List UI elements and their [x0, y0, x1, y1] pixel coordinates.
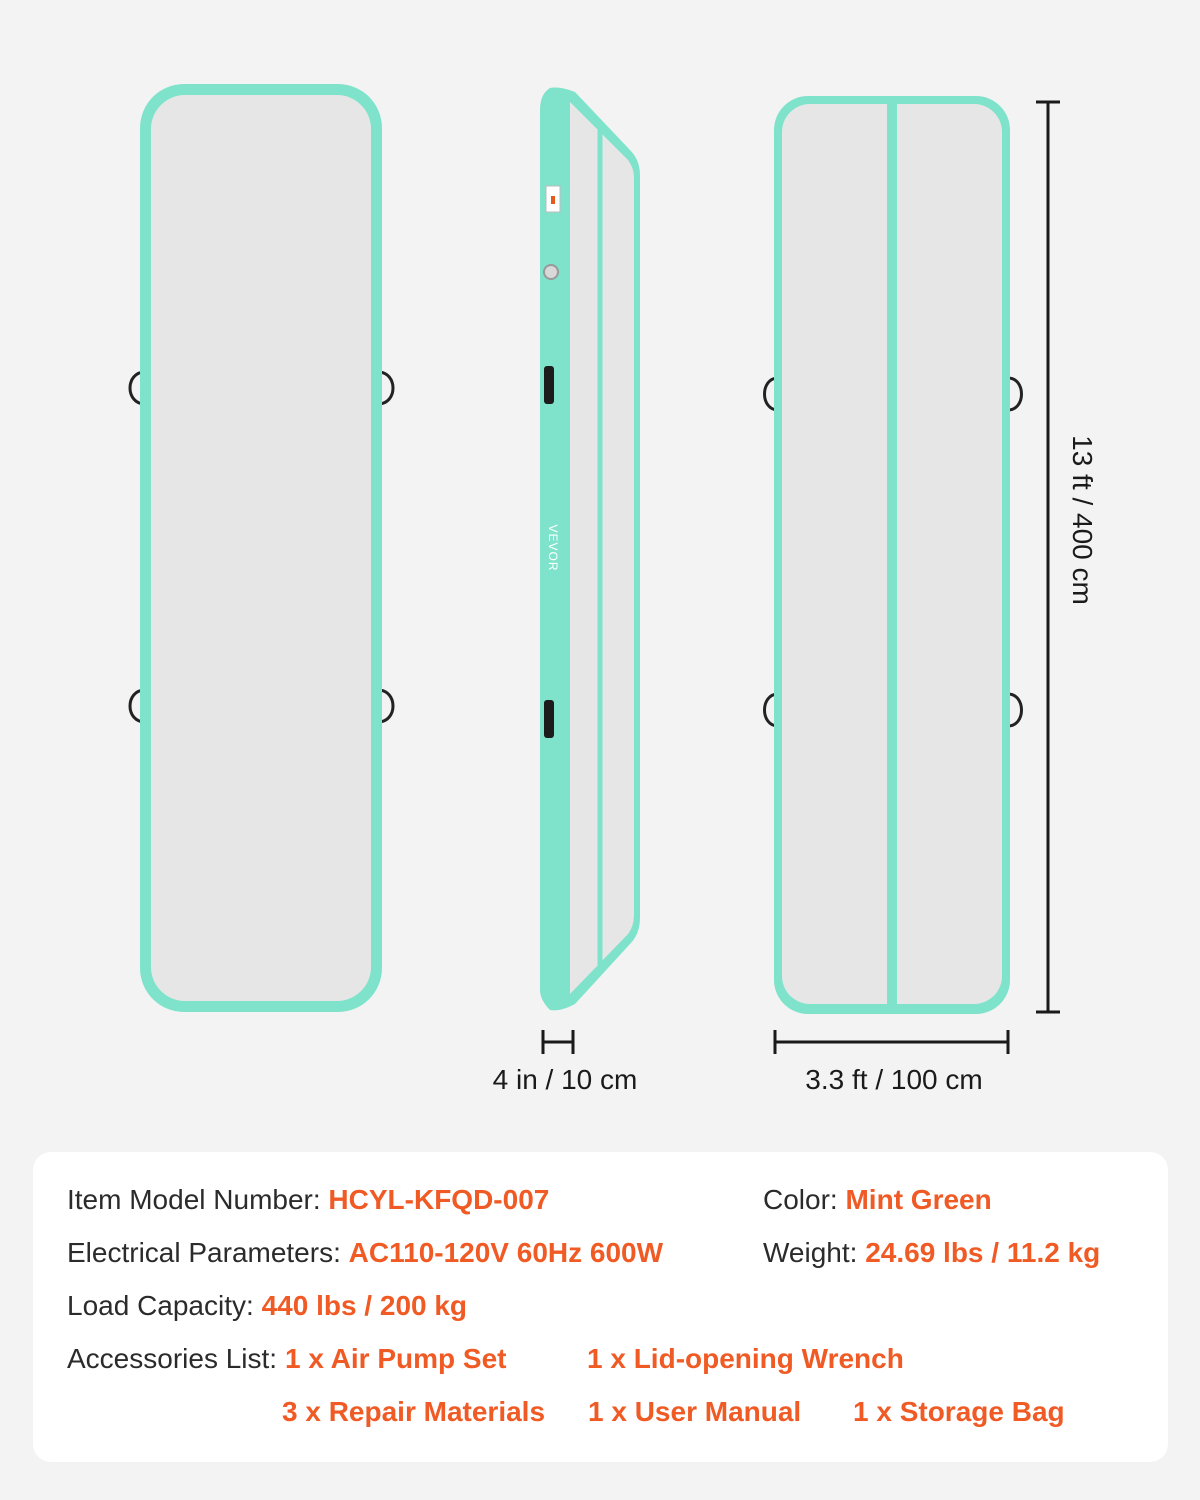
spec-model-value: HCYL-KFQD-007: [328, 1184, 550, 1215]
accessory-item: 1 x Lid-opening Wrench: [587, 1343, 904, 1374]
spec-load-value: 440 lbs / 200 kg: [261, 1290, 468, 1321]
accessory-item: 1 x Storage Bag: [853, 1396, 1065, 1427]
handle-icon: [1008, 694, 1022, 726]
accessory-item: 3 x Repair Materials: [282, 1396, 546, 1427]
width-label: 3.3 ft / 100 cm: [805, 1064, 983, 1095]
spec-electrical: [67, 1235, 663, 1271]
handle-icon: [544, 700, 554, 738]
spec-model: [67, 1182, 549, 1218]
handle-icon: [1008, 378, 1022, 410]
spec-color: [763, 1182, 992, 1218]
handle-icon: [544, 366, 554, 404]
spec-load: [67, 1288, 467, 1324]
thickness-label: 4 in / 10 cm: [492, 1064, 638, 1095]
mat-top-view: [130, 84, 393, 1012]
spec-electrical-label: Electrical Parameters:: [67, 1237, 341, 1268]
spec-electrical-value: AC110-120V 60Hz 600W: [348, 1237, 664, 1268]
spec-model-label: Item Model Number:: [67, 1184, 321, 1215]
spec-weight-label: Weight:: [763, 1237, 858, 1268]
spec-accessories: [67, 1341, 277, 1377]
length-label: 13 ft / 400 cm: [1067, 435, 1098, 605]
accessory-item: 1 x User Manual: [588, 1396, 802, 1427]
mat-angled-view: [765, 96, 1022, 1014]
spec-weight: [763, 1235, 1100, 1271]
brand-logo: VEVOR: [546, 524, 560, 572]
spec-weight-value: 24.69 lbs / 11.2 kg: [865, 1237, 1101, 1268]
spec-load-label: Load Capacity:: [67, 1290, 254, 1321]
spec-accessories-label: Accessories List:: [67, 1343, 278, 1374]
spec-color-label: Color:: [763, 1184, 838, 1215]
spec-card: [33, 1152, 1168, 1462]
accessory-item: 1 x Air Pump Set: [285, 1343, 507, 1374]
spec-color-value: Mint Green: [845, 1184, 992, 1215]
air-valve-icon: [544, 265, 558, 279]
